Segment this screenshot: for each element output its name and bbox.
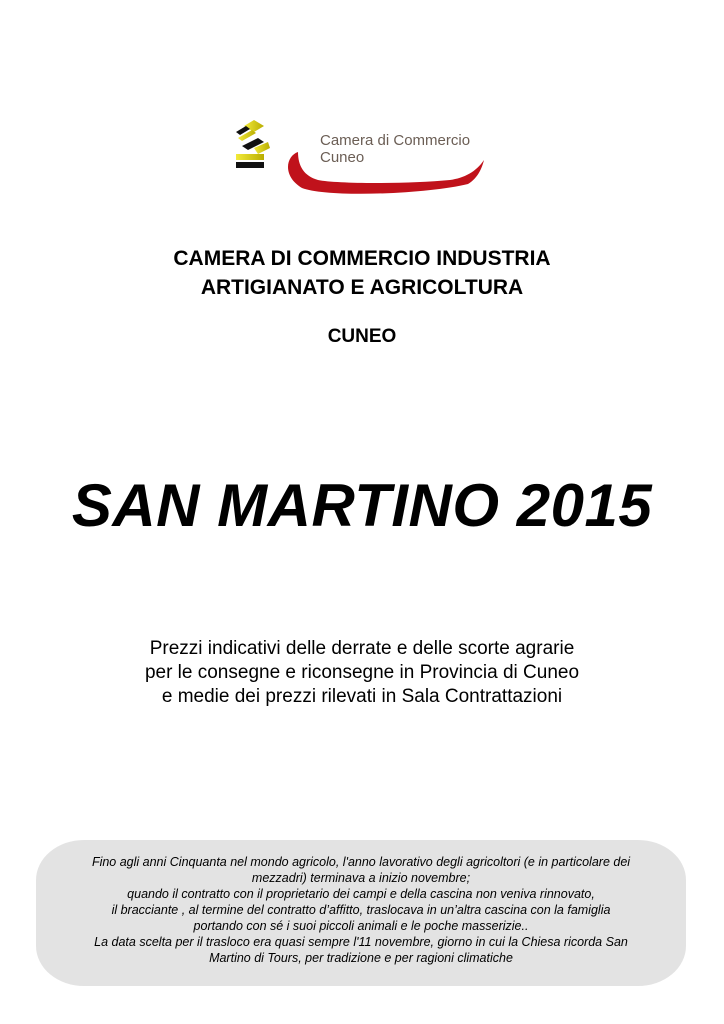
subtitle-line-3: e medie dei prezzi rilevati in Sala Contrattazioni <box>161 686 563 707</box>
note-line-6: La data scelta per il trasloco era quasi sempre l'11 novembre, giorno in cui la Chiesa ricorda San <box>94 935 628 949</box>
document-title: SAN MARTINO 2015 <box>71 472 653 539</box>
note-line-3: quando il contratto con il proprietario dei campi e della cascina non veniva rinnovato, <box>127 887 595 901</box>
note-line-5: portando con sé i suoi piccoli animali e le poche masserizie.. <box>193 919 529 933</box>
logo-text-cuneo: Cuneo <box>320 149 365 166</box>
org-name-line-2: ARTIGIANATO E AGRICOLTURA <box>200 276 524 299</box>
note-line-7: Martino di Tours, per tradizione e per ragioni climatiche <box>209 951 513 965</box>
city-name: CUNEO <box>327 326 397 347</box>
subtitle-line-1: Prezzi indicativi delle derrate e delle scorte agrarie <box>149 638 575 659</box>
chamber-logo <box>228 118 490 204</box>
note-line-4: il bracciante , al termine del contratto d’affitto, traslocava in un’altra cascina con la famiglia <box>111 903 611 917</box>
note-line-1: Fino agli anni Cinquanta nel mondo agricolo, l'anno lavorativo degli agricoltori (e in particolare dei <box>91 855 631 869</box>
logo-text-camera: Camera di Commercio <box>320 132 471 149</box>
note-line-2: mezzadri) terminava a inizio novembre; <box>251 871 471 885</box>
subtitle-line-2: per le consegne e riconsegne in Provincia di Cuneo <box>144 662 580 683</box>
org-name-line-1: CAMERA DI COMMERCIO INDUSTRIA <box>173 247 551 270</box>
